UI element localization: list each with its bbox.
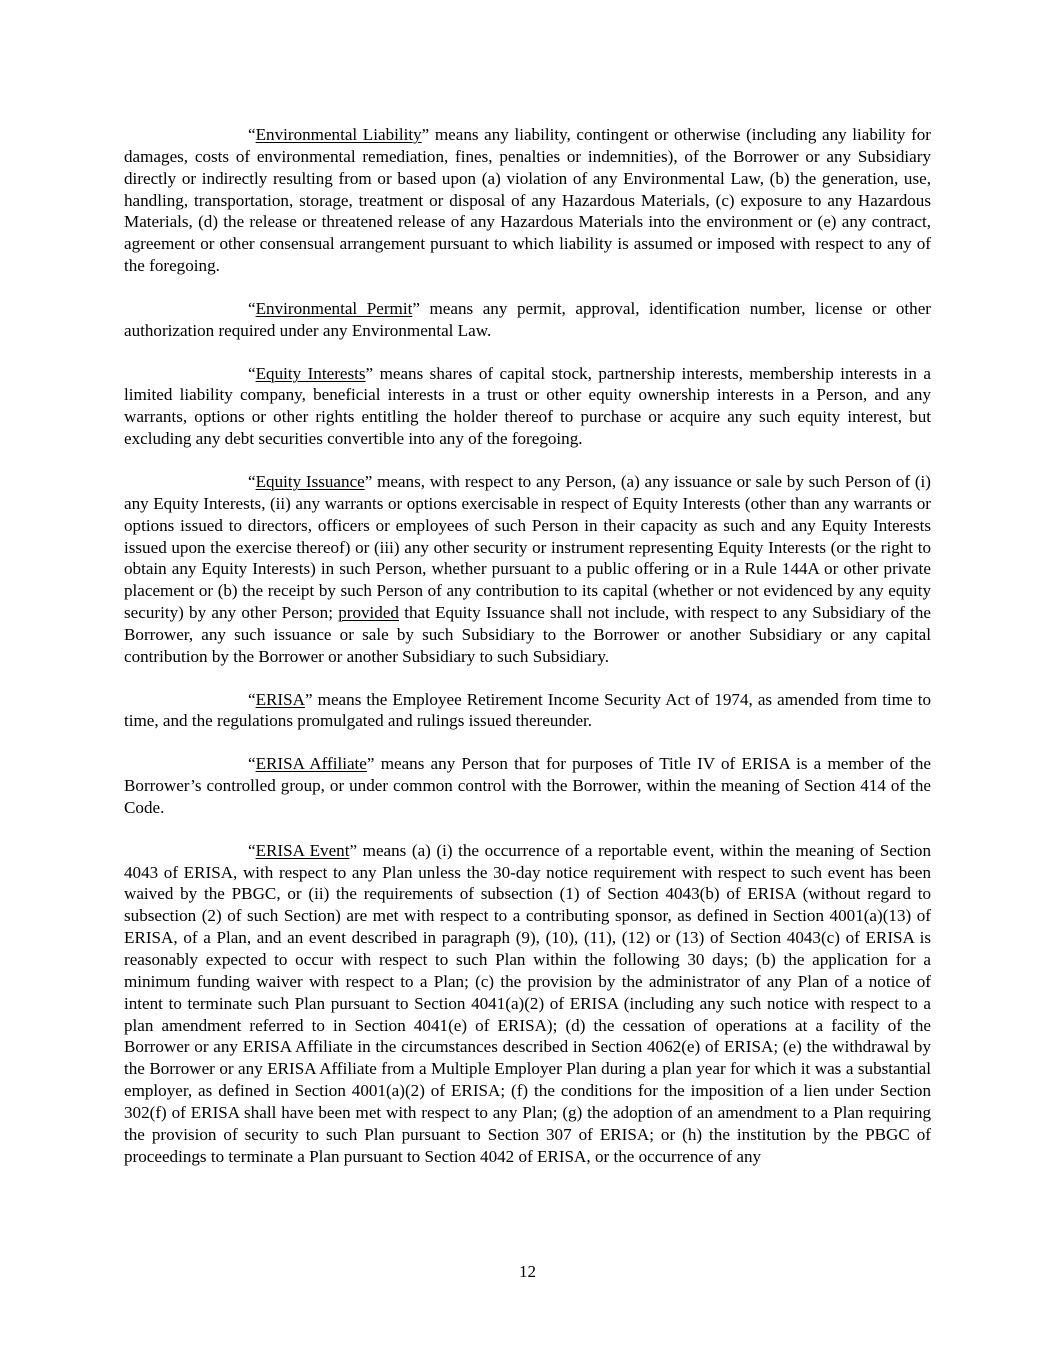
defined-term: Equity Issuance: [255, 471, 365, 491]
definition-erisa: “ERISA” means the Employee Retirement Income Security Act of 1974, as amended from time to time, and the regulations promulgated and rulings issued thereunder.: [124, 689, 932, 731]
definition-equity-interests: “Equity Interests” means shares of capital stock, partnership interests, membership interests in a limited liability company, beneficial interests in a trust or other equity ownership interests in a Person, and any warrants, options or other rights entitling the holder thereof to purchase or acquire any such equity interest, but excluding any debt securities convertible into any of the foregoing.: [124, 363, 932, 449]
defined-term: ERISA: [255, 689, 305, 709]
definition-erisa-affiliate: “ERISA Affiliate” means any Person that for purposes of Title IV of ERISA is a member of the Borrower’s controlled group, or under common control with the Borrower, within the meaning of Section 414 of the Code.: [124, 754, 931, 817]
definition-environmental-liability: “Environmental Liability” means any liability, contingent or otherwise (including any liability for damages, costs of environmental remediation, fines, penalties or indemnities), of the Borrower or any Subsidiary directly or indirectly resulting from or based upon (a) violation of any Environmental Law, (b) the generation, use, handling, transportation, storage, treatment or disposal of any Hazardous Materials, (c) exposure to any Hazardous Materials, (d) the release or threatened release of any Hazardous Materials into the environment or (e) any contract, agreement or other consensual arrangement pursuant to which liability is assumed or imposed with respect to any of the foregoing.: [124, 125, 931, 276]
document-page: [124, 124, 931, 1188]
defined-term: Environmental Permit: [255, 298, 413, 318]
definition-text: means any permit, approval, identification number, license or other authorization required under any Environmental Law.: [124, 298, 931, 340]
definition-text: means any liability, contingent or otherwise (including any liability for damages, costs of environmental remediation, fines, penalties or indemnities), of the Borrower or any Subsidiary directly or indirectly resulting from or based upon (a) violation of any Environmental Law, (b) the generation, use, handling, transportation, storage, treatment or disposal of any Hazardous Materials, (c) exposure to any Hazardous Materials, (d) the release or threatened release of any Hazardous Materials into the environment or (e) any contract, agreement or other consensual arrangement pursuant to which liability is assumed or imposed with respect to any of the foregoing.: [124, 125, 931, 276]
definition-text: means (a) (i) the occurrence of a reportable event, within the meaning of Section 4043 of ERISA, with respect to any Plan unless the 30-day notice requirement with respect to such event has been waived by the PBGC, or (ii) the requirements of subsection (1) of Section 4043(b) of ERISA (without regard to subsection (2) of such Section) are met with respect to a contributing sponsor, as defined in Section 4001(a)(13) of ERISA, of a Plan, and an event described in paragraph (9), (10), (11), (12) or (13) of Section 4043(c) of ERISA is reasonably expected to occur with respect to such Plan within the following 30 days; (b) the application for a minimum funding waiver with respect to a Plan; (c) the provision by the administrator of any Plan of a notice of intent to terminate such Plan pursuant to Section 4041(a)(2) of ERISA (including any such notice with respect to a plan amendment referred to in Section 4041(e) of ERISA); (d) the cessation of operations at a facility of the Borrower or any ERISA Affiliate in the circumstances described in Section 4062(e) of ERISA; (e) the withdrawal by the Borrower or any ERISA Affiliate from a Multiple Employer Plan during a plan year for which it was a substantial employer, as defined in Section 4001(a)(2) of ERISA; (f) the conditions for the imposition of a lien under Section 302(f) of ERISA shall have been met with respect to any Plan; (g) the adoption of an amendment to a Plan requiring the provision of security to such Plan pursuant to Section 307 of ERISA; or (h) the institution by the PBGC of proceedings to terminate a Plan pursuant to Section 4042 of ERISA, or the occurrence of any: [124, 840, 932, 1166]
proviso-term: provided: [338, 603, 399, 623]
definition-text: means, with respect to any Person, (a) any issuance or sale by such Person of (i) any Equity Interests, (ii) any warrants or options exercisable in respect of Equity Interests (other than any warrants or options issued to directors, officers or employees of such Person in their capacity as such and any Equity Interests issued upon the exercise thereof) or (iii) any other security or instrument representing Equity Interests (or the right to obtain any Equity Interests) in such Person, whether pursuant to a public offering or in a Rule 144A or other private placement or (b) the receipt by such Person of any contribution to its capital (whether or not evidenced by any equity security) by any other Person;: [124, 471, 931, 623]
defined-term: ERISA Event: [255, 840, 350, 860]
definition-text-continued: that Equity Issuance shall not include, with respect to any Subsidiary of the Borrower, any such issuance or sale by such Subsidiary to the Borrower or another Subsidiary or any capital contribution by the Borrower or another Subsidiary to such Subsidiary.: [124, 603, 931, 666]
defined-term: Environmental Liability: [255, 125, 422, 144]
definition-text: means shares of capital stock, partnership interests, membership interests in a limited liability company, beneficial interests in a trust or other equity ownership interests in a Person, and any warrants, options or other rights entitling the holder thereof to purchase or acquire any such equity interest, but excluding any debt securities convertible into any of the foregoing.: [124, 363, 932, 449]
definition-equity-issuance: “Equity Issuance” means, with respect to any Person, (a) any issuance or sale by such Person of (i) any Equity Interests, (ii) any warrants or options exercisable in respect of Equity Interests (other than any warrants or options issued to directors, officers or employees of such Person in their capacity as such and any Equity Interests issued upon the exercise thereof) or (iii) any other security or instrument representing Equity Interests (or the right to obtain any Equity Interests) in such Person, whether pursuant to a public offering or in a Rule 144A or other private placement or (b) the receipt by such Person of any contribution to its capital (whether or not evidenced by any equity security) by any other Person; provided that Equity Issuance shall not include, with respect to any Subsidiary of the Borrower, any such issuance or sale by such Subsidiary to the Borrower or another Subsidiary or any capital contribution by the Borrower or another Subsidiary to such Subsidiary.: [124, 471, 931, 666]
defined-term: Equity Interests: [255, 363, 366, 383]
definition-erisa-event: “ERISA Event” means (a) (i) the occurrence of a reportable event, within the meaning of Section 4043 of ERISA, with respect to any Plan unless the 30-day notice requirement with respect to such event has been waived by the PBGC, or (ii) the requirements of subsection (1) of Section 4043(b) of ERISA (without regard to subsection (2) of such Section) are met with respect to a contributing sponsor, as defined in Section 4001(a)(13) of ERISA, of a Plan, and an event described in paragraph (9), (10), (11), (12) or (13) of Section 4043(c) of ERISA is reasonably expected to occur with respect to such Plan within the following 30 days; (b) the application for a minimum funding waiver with respect to a Plan; (c) the provision by the administrator of any Plan of a notice of intent to terminate such Plan pursuant to Section 4041(a)(2) of ERISA (including any such notice with respect to a plan amendment referred to in Section 4041(e) of ERISA); (d) the cessation of operations at a facility of the Borrower or any ERISA Affiliate in the circumstances described in Section 4062(e) of ERISA; (e) the withdrawal by the Borrower or any ERISA Affiliate from a Multiple Employer Plan during a plan year for which it was a substantial employer, as defined in Section 4001(a)(2) of ERISA; (f) the conditions for the imposition of a lien under Section 302(f) of ERISA shall have been met with respect to any Plan; (g) the adoption of an amendment to a Plan requiring the provision of security to such Plan pursuant to Section 307 of ERISA; or (h) the institution by the PBGC of proceedings to terminate a Plan pursuant to Section 4042 of ERISA, or the occurrence of any: [124, 840, 932, 1166]
definition-environmental-permit: “Environmental Permit” means any permit, approval, identification number, license or other authorization required under any Environmental Law.: [124, 298, 931, 340]
definition-text: means the Employee Retirement Income Security Act of 1974, as amended from time to time, and the regulations promulgated and rulings issued thereunder.: [124, 689, 932, 731]
page-number: 12: [518, 1262, 537, 1281]
defined-term: ERISA Affiliate: [255, 754, 367, 774]
definition-text: means any Person that for purposes of Title IV of ERISA is a member of the Borrower’s controlled group, or under common control with the Borrower, within the meaning of Section 414 of the Code.: [124, 754, 931, 817]
